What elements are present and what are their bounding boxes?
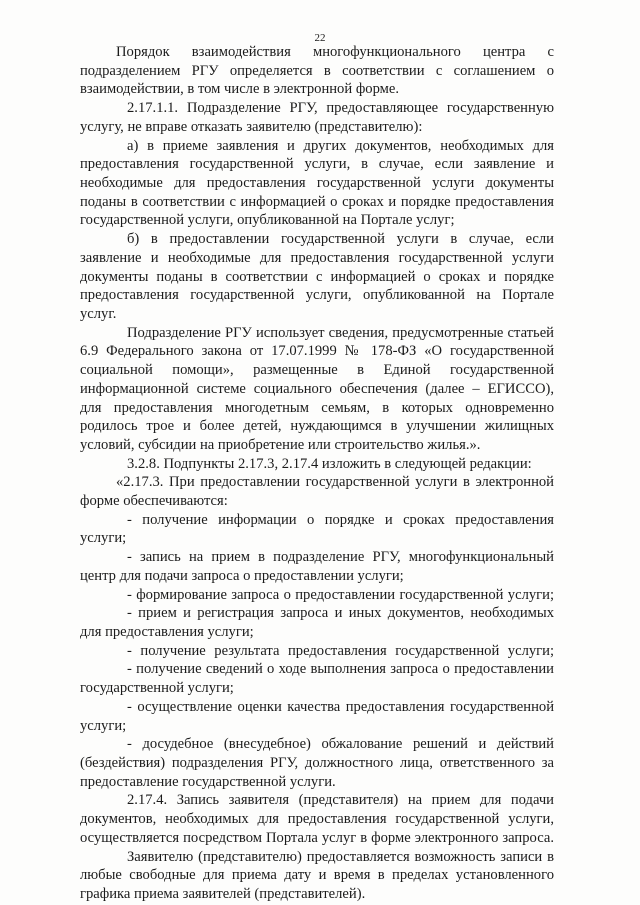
text-line: центр для подачи запроса о предоставлении услуги; (80, 568, 404, 584)
text-line: любые свободные для приема дату и время в пределах установленного (80, 867, 554, 883)
text-line: для предоставления услуги; (80, 624, 254, 640)
text-line: для предоставления многодетным семьям, в которых одновременно (80, 400, 554, 416)
page-number: 22 (314, 32, 326, 44)
text-line: - получение результата предоставления государственной услуги; (127, 643, 554, 659)
text-line: 2.17.4. Запись заявителя (представителя) на прием для подачи (127, 792, 554, 808)
text-line: необходимые для предоставления государственной услуги документы (80, 175, 554, 191)
text-line: подразделением РГУ определяется в соответствии с соглашением о (80, 63, 554, 79)
text-line: родилось трое и более детей, нуждающимся в улучшении жилищных (80, 418, 554, 434)
text-line: - запись на прием в подразделение РГУ, многофункциональный (127, 549, 554, 565)
text-line: государственной услуги, опубликованной на Портале услуг; (80, 212, 455, 228)
text-line: услуги; (80, 530, 127, 546)
text-line: Заявителю (представителю) предоставляется возможность записи в (127, 849, 554, 865)
text-line: графика приема заявителей (представителей). (80, 886, 366, 902)
text-line: услуги; (80, 718, 127, 734)
text-line: «2.17.3. При предоставлении государственной услуги в электронной (116, 474, 554, 490)
text-line: заявление и необходимые для предоставления государственной услуги (80, 250, 554, 266)
text-line: 3.2.8. Подпункты 2.17.3, 2.17.4 изложить в следующей редакции: (127, 456, 532, 472)
text-line: - прием и регистрация запроса и иных документов, необходимых (127, 605, 554, 621)
text-line: (бездействия) подразделения РГУ, должностного лица, ответственного за (80, 755, 554, 771)
text-line: социальной помощи», размещенные в Единой государственной (80, 362, 554, 378)
text-line: 2.17.1.1. Подразделение РГУ, предоставляющее государственную (127, 100, 554, 116)
text-line: услугу, не вправе отказать заявителю (представителю): (80, 119, 423, 135)
text-line: условий, субсидии на приобретение или строительство жилья.». (80, 437, 481, 453)
text-line: поданы в соответствии с информацией о сроках и порядке предоставления (80, 194, 554, 210)
text-line: форме обеспечиваются: (80, 493, 228, 509)
text-line: Подразделение РГУ использует сведения, предусмотренные статьей (127, 325, 554, 341)
text-line: - формирование запроса о предоставлении государственной услуги; (127, 587, 554, 603)
text-line: - получение сведений о ходе выполнения запроса о предоставлении (127, 661, 554, 677)
text-line: информационной системе социального обеспечения (далее – ЕГИССО), (80, 381, 554, 397)
text-line: предоставления государственной услуги, опубликованной на Портале (80, 287, 554, 303)
text-line: - получение информации о порядке и сроках предоставления (127, 512, 554, 528)
text-line: предоставления государственной услуги, в случае, если заявление и (80, 156, 554, 172)
text-line: 6.9 Федерального закона от 17.07.1999 № 178-ФЗ «О государственной (80, 343, 554, 359)
text-line: документов, необходимых для предоставления государственной услуги, (80, 811, 554, 827)
text-line: документы поданы в соответствии с информацией о сроках и порядке (80, 269, 554, 285)
text-line: осуществляется посредством Портала услуг в форме электронного запроса. (80, 830, 554, 846)
text-line: - осуществление оценки качества предоставления государственной (127, 699, 554, 715)
text-line: б) в предоставлении государственной услуги в случае, если (127, 231, 554, 247)
text-line: предоставление государственной услуги. (80, 774, 336, 790)
text-line: государственной услуги; (80, 680, 234, 696)
text-line: услуг. (80, 306, 117, 322)
text-line: а) в приеме заявления и других документов, необходимых для (127, 138, 554, 154)
text-line: - досудебное (внесудебное) обжалование решений и действий (127, 736, 554, 752)
text-line: Порядок взаимодействия многофункционального центра с (116, 44, 554, 60)
text-line: взаимодействии, в том числе в электронной форме. (80, 81, 400, 97)
